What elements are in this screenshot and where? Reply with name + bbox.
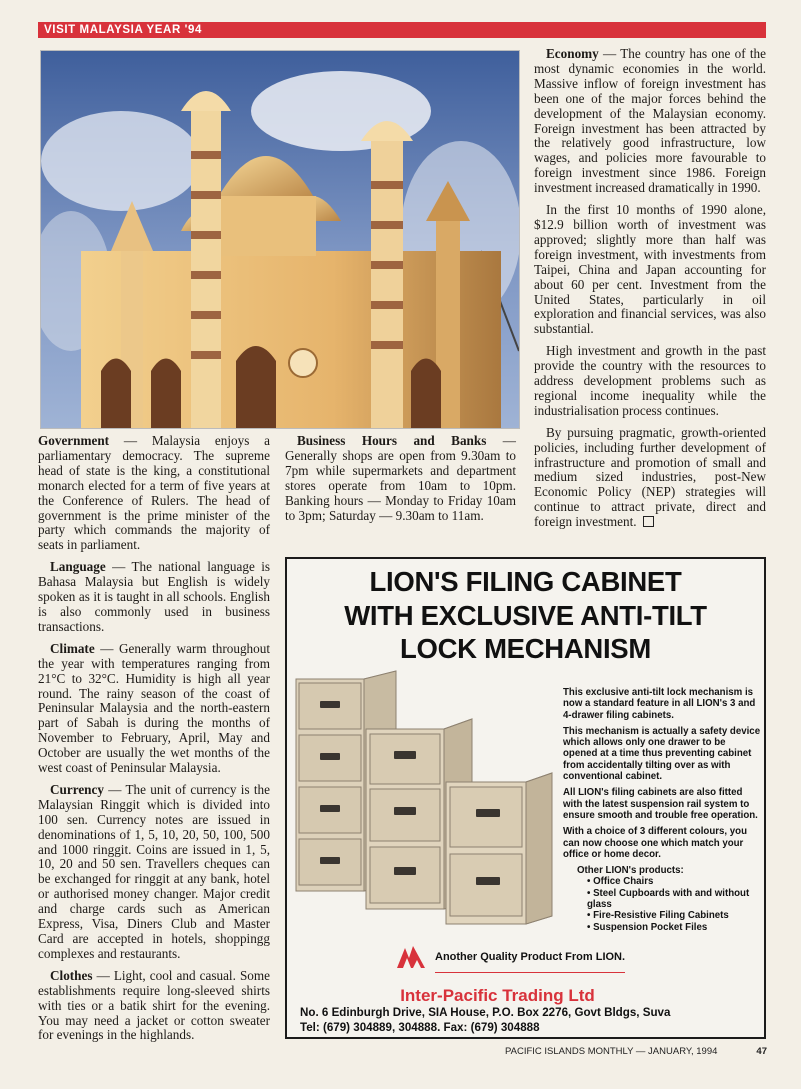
clothes-body: — Light, cool and casual. Some establishments require long-sleeved shirts with ties or a batik shirt for the evening. You may need a jacket or cotton sweater for evenings in the highlands. xyxy=(38,967,270,1043)
language-body: — The national language is Bahasa Malaysia but English is widely spoken as it is taught in all schools. English is also commonly used in business transactions. xyxy=(38,559,270,634)
climate-paragraph xyxy=(38,642,270,776)
policy-body: By pursuing pragmatic, growth-oriented policies, including further development of infrastructure and promotion of small and medium sized industries, post-New Economic Policy (NEP) strategies will continue to attract private, direct and foreign investment. xyxy=(534,424,766,530)
quality-tagline xyxy=(395,944,625,970)
business-paragraph xyxy=(285,434,516,523)
currency-body: — The unit of currency is the Malaysian Ringgit which is divided into 100 sen. Currency notes are issued in denominations of 1, 5, 10, 20, 50, 100, 500 and 1000 ringgit. Coins are issued in 1, 5, 10, 20 and 50 sen. Travellers cheques can be exchanged for ringgit at any bank, hotel or authorised money changer. Major credit and charge cards such as American Express, Visa, Diners Club and Master Card are accepted in hotels, shoppingg complexes and restaurants. xyxy=(38,781,270,961)
business-heading: Business Hours and Banks xyxy=(297,433,487,448)
product-item: • Suspension Pocket Files xyxy=(587,922,761,933)
clothes-paragraph xyxy=(38,969,270,1044)
economy-body: — The country has one of the most dynamic economies in the world. Massive inflow of foreign investment has been one of the major forces behind the development of the Malaysian economy. Foreign investment has been attracted by the relatively good infrastructure, low wages, and policies more favourable to foreign investment since 1986. Foreign investment increased dramatically in 1990. xyxy=(534,46,766,196)
tagline-underline xyxy=(435,972,625,974)
ad-paragraph-4: With a choice of 3 different colours, you can now choose one which match your office or home decor. xyxy=(563,826,747,860)
ad-paragraph-1: This exclusive anti-tilt lock mechanism is now a standard feature in all LION's 3 and 4-drawer filing cabinets. xyxy=(563,687,756,721)
article-column-left xyxy=(38,434,270,1050)
other-products-title: Other LION's products: xyxy=(577,865,684,877)
page-footer xyxy=(505,1046,767,1057)
business-body: — Generally shops are open from 9.30am to 7pm while supermarkets and department stores operate from 10am to 10pm. Banking hours — Monday to Friday 10am to 3pm; Saturday — 9.30am to 11am. xyxy=(285,433,516,523)
investment-paragraph: In the first 10 months of 1990 alone, $12.9 billion worth of investment was approved; slightly more than half was foreign investment, with investments from Taipei, China and Japan accounting for about 60 per cent. Investment from the United States, particularly in oil exploration and financial services, was also substantial. xyxy=(534,202,766,337)
page-number: 47 xyxy=(756,1046,767,1057)
government-paragraph xyxy=(38,434,270,553)
company-address: No. 6 Edinburgh Drive, SIA House, P.O. Box 2276, Govt Bldgs, Suva xyxy=(300,1006,671,1019)
article-column-right xyxy=(534,47,766,537)
ad-headline xyxy=(287,565,764,666)
language-heading: Language xyxy=(50,559,106,575)
climate-body: — Generally warm throughout the year with temperatures ranging from 21°C to 32°C. Humidity is high all year round. The rainy season of the coast of Peninsular Malaysia and the north-eastern part of Sabah is during the months of November to February, April, May and October are usually the wet months of the west coast of Peninsular Malaysia. xyxy=(38,640,270,776)
filing-cabinets-image xyxy=(294,669,558,934)
company-contact xyxy=(300,1006,760,1035)
language-paragraph xyxy=(38,560,270,635)
growth-paragraph: High investment and growth in the past provide the country with the resources to address development problems such as regional income inequality while the industrialisation process continues. xyxy=(534,343,766,418)
climate-heading: Climate xyxy=(50,640,95,656)
product-item: • Office Chairs xyxy=(587,876,761,887)
tagline-text: Another Quality Product From LION. xyxy=(435,951,626,963)
product-item: • Steel Cupboards with and without glass xyxy=(587,888,761,911)
government-heading: Government xyxy=(38,433,110,448)
ad-paragraph-2: This mechanism is actually a safety device which allows only one drawer to be opened at a time thus preventing cabinet from accidentally tilting over as with conventional cabinet. xyxy=(563,725,761,783)
lion-filing-cabinet-ad xyxy=(285,557,766,1039)
economy-heading: Economy xyxy=(546,46,599,61)
mosque-photo xyxy=(40,50,520,429)
ad-copy xyxy=(563,687,761,933)
currency-heading: Currency xyxy=(50,781,104,797)
publication-line: PACIFIC ISLANDS MONTHLY — JANUARY, 1994 xyxy=(505,1046,718,1057)
company-name: Inter-Pacific Trading Ltd xyxy=(400,986,595,1005)
lion-logo-icon xyxy=(395,944,427,970)
ad-headline-line-2: WITH EXCLUSIVE ANTI-TILT xyxy=(344,599,707,631)
product-item: • Fire-Resistive Filing Cabinets xyxy=(587,910,761,921)
currency-paragraph xyxy=(38,783,270,962)
other-products-list xyxy=(577,865,761,933)
government-body: — Malaysia enjoys a parliamentary democracy. The supreme head of state is the king, a constitutional monarch elected for a term of five years at the Conference of Rulers. The head of government is the prime minister of the party which commands the majority of seats in parliament. xyxy=(38,433,270,553)
ad-paragraph-3: All LION's filing cabinets are also fitted with the latest suspension rail system to ensure smooth and trouble free operation. xyxy=(563,787,758,821)
clothes-heading: Clothes xyxy=(50,967,93,983)
economy-paragraph xyxy=(534,47,766,196)
company-phone: Tel: (679) 304889, 304888. Fax: (679) 304888 xyxy=(300,1020,540,1034)
policy-paragraph xyxy=(534,426,766,530)
ad-headline-line-3: LOCK MECHANISM xyxy=(400,633,651,664)
ad-headline-line-1: LION'S FILING CABINET xyxy=(369,566,682,597)
end-of-article-mark xyxy=(643,516,654,527)
section-banner: VISIT MALAYSIA YEAR '94 xyxy=(38,22,766,38)
article-column-middle xyxy=(285,434,516,530)
